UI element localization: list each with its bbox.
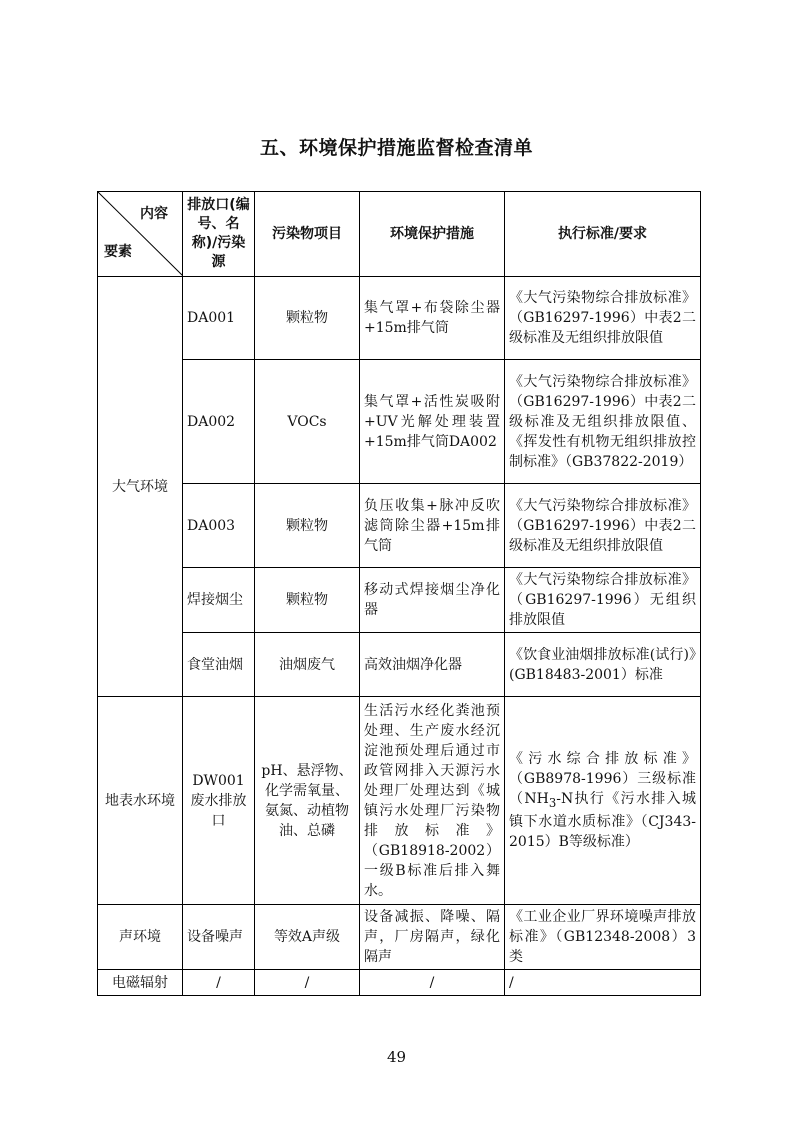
outlet-cell: / xyxy=(183,970,255,996)
pollutant-cell: 颗粒物 xyxy=(255,277,360,360)
table-header-row xyxy=(98,192,701,277)
standard-cell: 《大气污染物综合排放标准》（GB16297-1996）无组织排放限值 xyxy=(505,568,701,633)
section-noise: 声环境 xyxy=(98,905,183,970)
standard-cell: 《大气污染物综合排放标准》（GB16297-1996）中表2二级标准及无组织排放限值 xyxy=(505,484,701,568)
outlet-cell: DA001 xyxy=(183,277,255,360)
measure-cell: 高效油烟净化器 xyxy=(360,633,505,697)
page-title: 五、环境保护措施监督检查清单 xyxy=(259,137,533,159)
header-standard: 执行标准/要求 xyxy=(505,192,701,277)
pollutant-cell: 颗粒物 xyxy=(255,568,360,633)
outlet-cell: DA003 xyxy=(183,484,255,568)
measure-cell: 设备减振、降噪、隔声，厂房隔声，绿化隔声 xyxy=(360,905,505,970)
header-element-label: 要素 xyxy=(104,244,132,260)
pollutant-cell: VOCs xyxy=(255,360,360,484)
header-outlet: 排放口(编号、名称)/污染源 xyxy=(183,192,255,277)
measure-cell: 负压收集+脉冲反吹滤筒除尘器+15m排气筒 xyxy=(360,484,505,568)
measure-cell: 集气罩+布袋除尘器+15m排气筒 xyxy=(360,277,505,360)
section-air: 大气环境 xyxy=(98,277,183,697)
standard-cell: 《饮食业油烟排放标准(试行)》(GB18483-2001）标准 xyxy=(505,633,701,697)
outlet-cell: DA002 xyxy=(183,360,255,484)
table-row xyxy=(98,633,701,697)
pollutant-cell: 等效A声级 xyxy=(255,905,360,970)
table-row xyxy=(98,360,701,484)
page-number: 49 xyxy=(386,1048,407,1066)
outlet-cell: 焊接烟尘 xyxy=(183,568,255,633)
table-row xyxy=(98,484,701,568)
header-pollutant: 污染物项目 xyxy=(255,192,360,277)
standard-cell xyxy=(505,697,701,905)
pollutant-cell: / xyxy=(255,970,360,996)
standard-cell: 《大气污染物综合排放标准》（GB16297-1996）中表2二级标准及无组织排放限值 xyxy=(505,277,701,360)
standard-text-part: 《污水综合排放标准》（GB8978-1996）三级标准（NH xyxy=(509,750,696,807)
header-measure: 环境保护措施 xyxy=(360,192,505,277)
outlet-cell: 食堂油烟 xyxy=(183,633,255,697)
table-row xyxy=(98,905,701,970)
measure-cell: 生活污水经化粪池预处理、生产废水经沉淀池预处理后通过市政管网排入天源污水处理厂处理达到《城镇污水处理厂污染物排放标准》（GB18918-2002）一级B标准后排入舞水。 xyxy=(360,697,505,905)
measure-cell: 移动式焊接烟尘净化器 xyxy=(360,568,505,633)
table-row xyxy=(98,277,701,360)
pollutant-cell: 油烟废气 xyxy=(255,633,360,697)
measure-cell: / xyxy=(360,970,505,996)
pollutant-cell: 颗粒物 xyxy=(255,484,360,568)
outlet-cell: 设备噪声 xyxy=(183,905,255,970)
header-content-label: 内容 xyxy=(140,206,168,222)
standard-cell: / xyxy=(505,970,701,996)
measure-cell: 集气罩+活性炭吸附+UV光解处理装置+15m排气筒DA002 xyxy=(360,360,505,484)
table-row xyxy=(98,568,701,633)
inspection-table xyxy=(97,191,701,996)
standard-subscript: 3 xyxy=(548,795,557,810)
table-row xyxy=(98,970,701,996)
pollutant-cell: pH、悬浮物、化学需氧量、氨氮、动植物油、总磷 xyxy=(255,697,360,905)
standard-cell: 《工业企业厂界环境噪声排放标准》（GB12348-2008）3类 xyxy=(505,905,701,970)
table-row xyxy=(98,697,701,905)
standard-cell: 《大气污染物综合排放标准》（GB16297-1996）中表2二级标准及无组织排放限值、《挥发性有机物无组织排放控制标准》（GB37822-2019） xyxy=(505,360,701,484)
section-water: 地表水环境 xyxy=(98,697,183,905)
standard-text-part: -N执行《污水排入城镇下水道水质标准》（CJ343-2015）B等级标准） xyxy=(509,790,696,851)
section-emf: 电磁辐射 xyxy=(98,970,183,996)
header-diagonal-cell xyxy=(98,192,183,277)
outlet-cell: DW001废水排放口 xyxy=(183,697,255,905)
